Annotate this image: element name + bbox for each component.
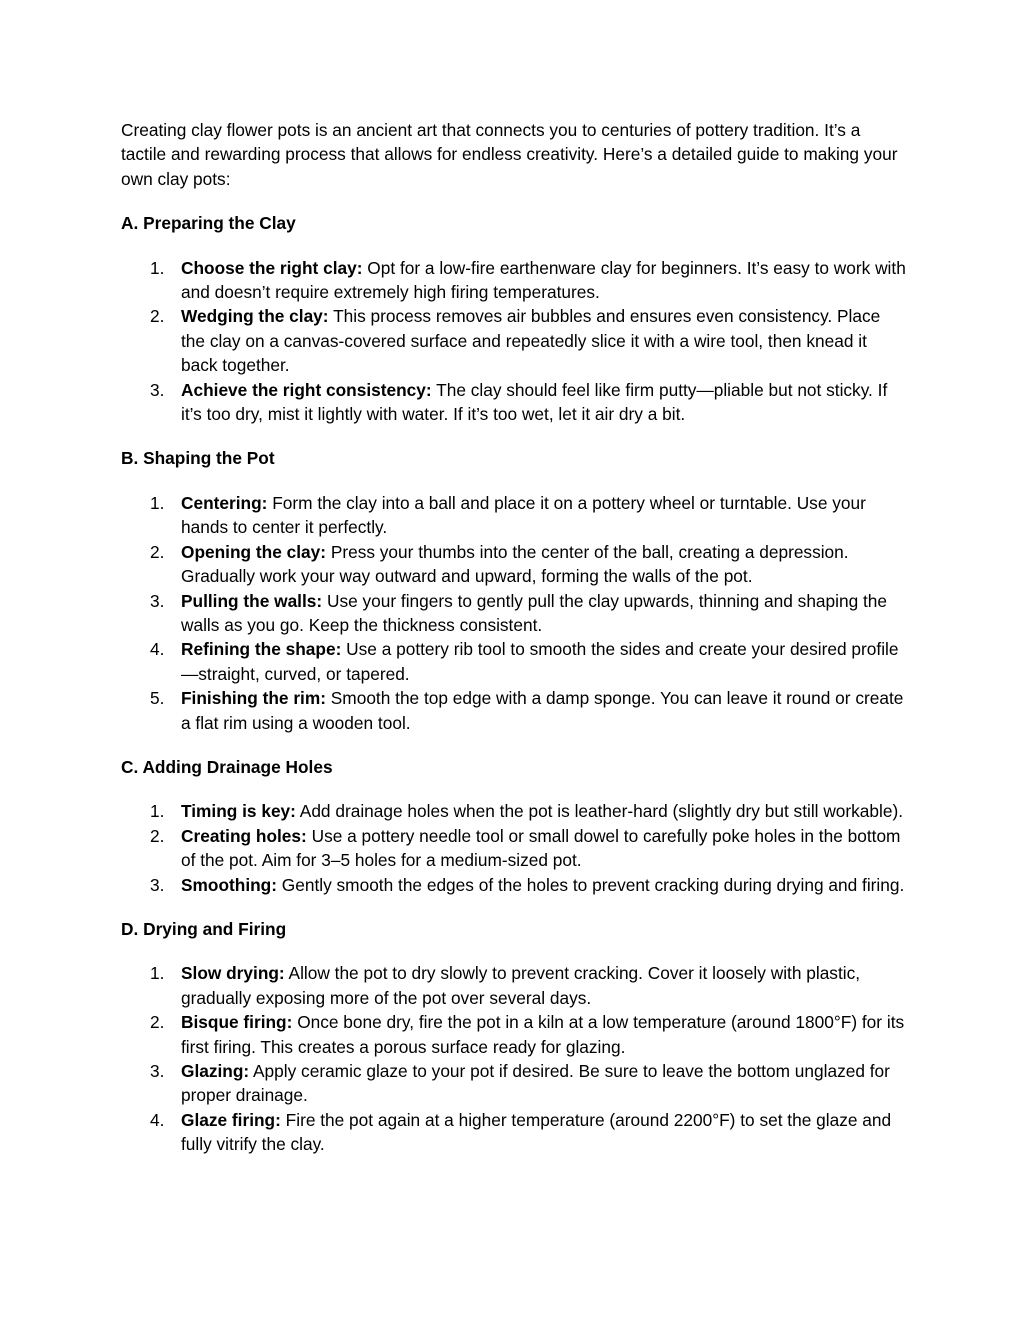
list-number: 3.: [150, 1061, 165, 1081]
list-item: [121, 799, 906, 823]
list-term: Timing is key:: [181, 801, 296, 822]
list-number: 3.: [150, 590, 165, 611]
list-text: Opt for a low-fire earthenware clay for beginners. It’s easy to work with and doesn’t require extremely high firing temperatures.: [181, 257, 906, 303]
list-text: Once bone dry, fire the pot in a kiln at a low temperature (around 1800°F) for its first firing. This creates a porous surface ready for glazing.: [181, 1012, 905, 1057]
list-text: This process removes air bubbles and ensures even consistency. Place the clay on a canvas-covered surface and repeatedly slice it with a wire tool, then knead it back together.: [181, 306, 881, 376]
section-heading-preparing-clay: A. Preparing the Clay: [121, 213, 296, 234]
list-number: 2.: [150, 825, 165, 846]
list-text: Apply ceramic glaze to your pot if desired. Be sure to leave the bottom unglazed for proper drainage.: [181, 1061, 890, 1106]
list-term: Creating holes:: [181, 825, 307, 846]
list-term: Pulling the walls:: [181, 590, 323, 611]
list-term: Smoothing:: [181, 874, 277, 895]
list-text: Use a pottery needle tool or small dowel to carefully poke holes in the bottom of the pot. Aim for 3–5 holes for a medium-sized pot.: [181, 825, 901, 871]
list-number: 2.: [150, 1012, 165, 1033]
list-number: 3.: [150, 874, 165, 895]
list-term: Achieve the right consistency:: [181, 379, 432, 400]
list-text: Fire the pot again at a higher temperature (around 2200°F) to set the glaze and fully vitrify the clay.: [181, 1109, 892, 1155]
list-term: Opening the clay:: [181, 541, 326, 562]
section-heading-shaping-pot: B. Shaping the Pot: [121, 448, 275, 469]
steps-list-preparing-clay: [121, 256, 906, 427]
list-number: 1.: [150, 963, 165, 984]
section-heading-drying-firing: D. Drying and Firing: [121, 918, 287, 939]
list-number: 2.: [150, 306, 165, 327]
list-item: [121, 1059, 906, 1108]
intro-paragraph: Creating clay flower pots is an ancient art that connects you to centuries of pottery tradition. It’s a tactile and rewarding process that allows for endless creativity. Here’s a detailed guide to making your own clay pots:: [121, 120, 898, 189]
list-number: 1.: [150, 801, 165, 822]
list-number: 4.: [150, 639, 165, 660]
list-item: [121, 304, 906, 377]
list-text: Smooth the top edge with a damp sponge. You can leave it round or create a flat rim using a wooden tool.: [181, 688, 904, 733]
list-item: [121, 491, 906, 540]
steps-list-drainage-holes: [121, 799, 906, 897]
list-term: Refining the shape:: [181, 639, 342, 660]
steps-list-shaping-pot: [121, 491, 906, 735]
document-page: [121, 118, 906, 1177]
list-text: Allow the pot to dry slowly to prevent cracking. Cover it loosely with plastic, gradually exposing more of the pot over several days.: [181, 963, 861, 1008]
list-number: 4.: [150, 1109, 165, 1130]
list-term: Bisque firing:: [181, 1012, 293, 1033]
list-text: Use your fingers to gently pull the clay upwards, thinning and shaping the walls as you go. Keep the thickness consistent.: [181, 590, 888, 635]
list-item: [121, 961, 906, 1010]
list-item: [121, 378, 906, 427]
list-item: [121, 256, 906, 305]
list-item: [121, 873, 906, 897]
list-item: [121, 824, 906, 873]
list-item: [121, 540, 906, 589]
section-heading-drainage-holes: C. Adding Drainage Holes: [121, 756, 333, 777]
list-item: [121, 589, 906, 638]
list-term: Glaze firing:: [181, 1109, 281, 1130]
list-number: 1.: [150, 257, 165, 278]
list-number: 1.: [150, 492, 165, 513]
list-item: [121, 1010, 906, 1059]
list-text: Press your thumbs into the center of the ball, creating a depression. Gradually work your way outward and upward, forming the walls of the pot.: [181, 541, 849, 587]
list-text: Form the clay into a ball and place it on a pottery wheel or turntable. Use your hands to center it perfectly.: [181, 492, 866, 538]
list-term: Glazing:: [181, 1061, 250, 1081]
list-number: 5.: [150, 688, 165, 709]
list-item: [121, 686, 906, 735]
list-item: [121, 1108, 906, 1157]
list-number: 3.: [150, 379, 165, 400]
list-term: Choose the right clay:: [181, 257, 363, 278]
list-text: Use a pottery rib tool to smooth the sides and create your desired profile—straight, curved, or tapered.: [181, 639, 899, 684]
list-term: Finishing the rim:: [181, 688, 326, 709]
list-number: 2.: [150, 541, 165, 562]
list-term: Wedging the clay:: [181, 306, 329, 327]
list-text: Gently smooth the edges of the holes to prevent cracking during drying and firing.: [281, 874, 905, 895]
list-term: Slow drying:: [181, 963, 285, 984]
list-term: Centering:: [181, 492, 268, 513]
steps-list-drying-firing: [121, 961, 906, 1156]
list-text: The clay should feel like firm putty—pliable but not sticky. If it’s too dry, mist it lightly with water. If it’s too wet, let it air dry a bit.: [181, 379, 888, 425]
list-text: Add drainage holes when the pot is leather-hard (slightly dry but still workable).: [299, 801, 904, 822]
list-item: [121, 637, 906, 686]
